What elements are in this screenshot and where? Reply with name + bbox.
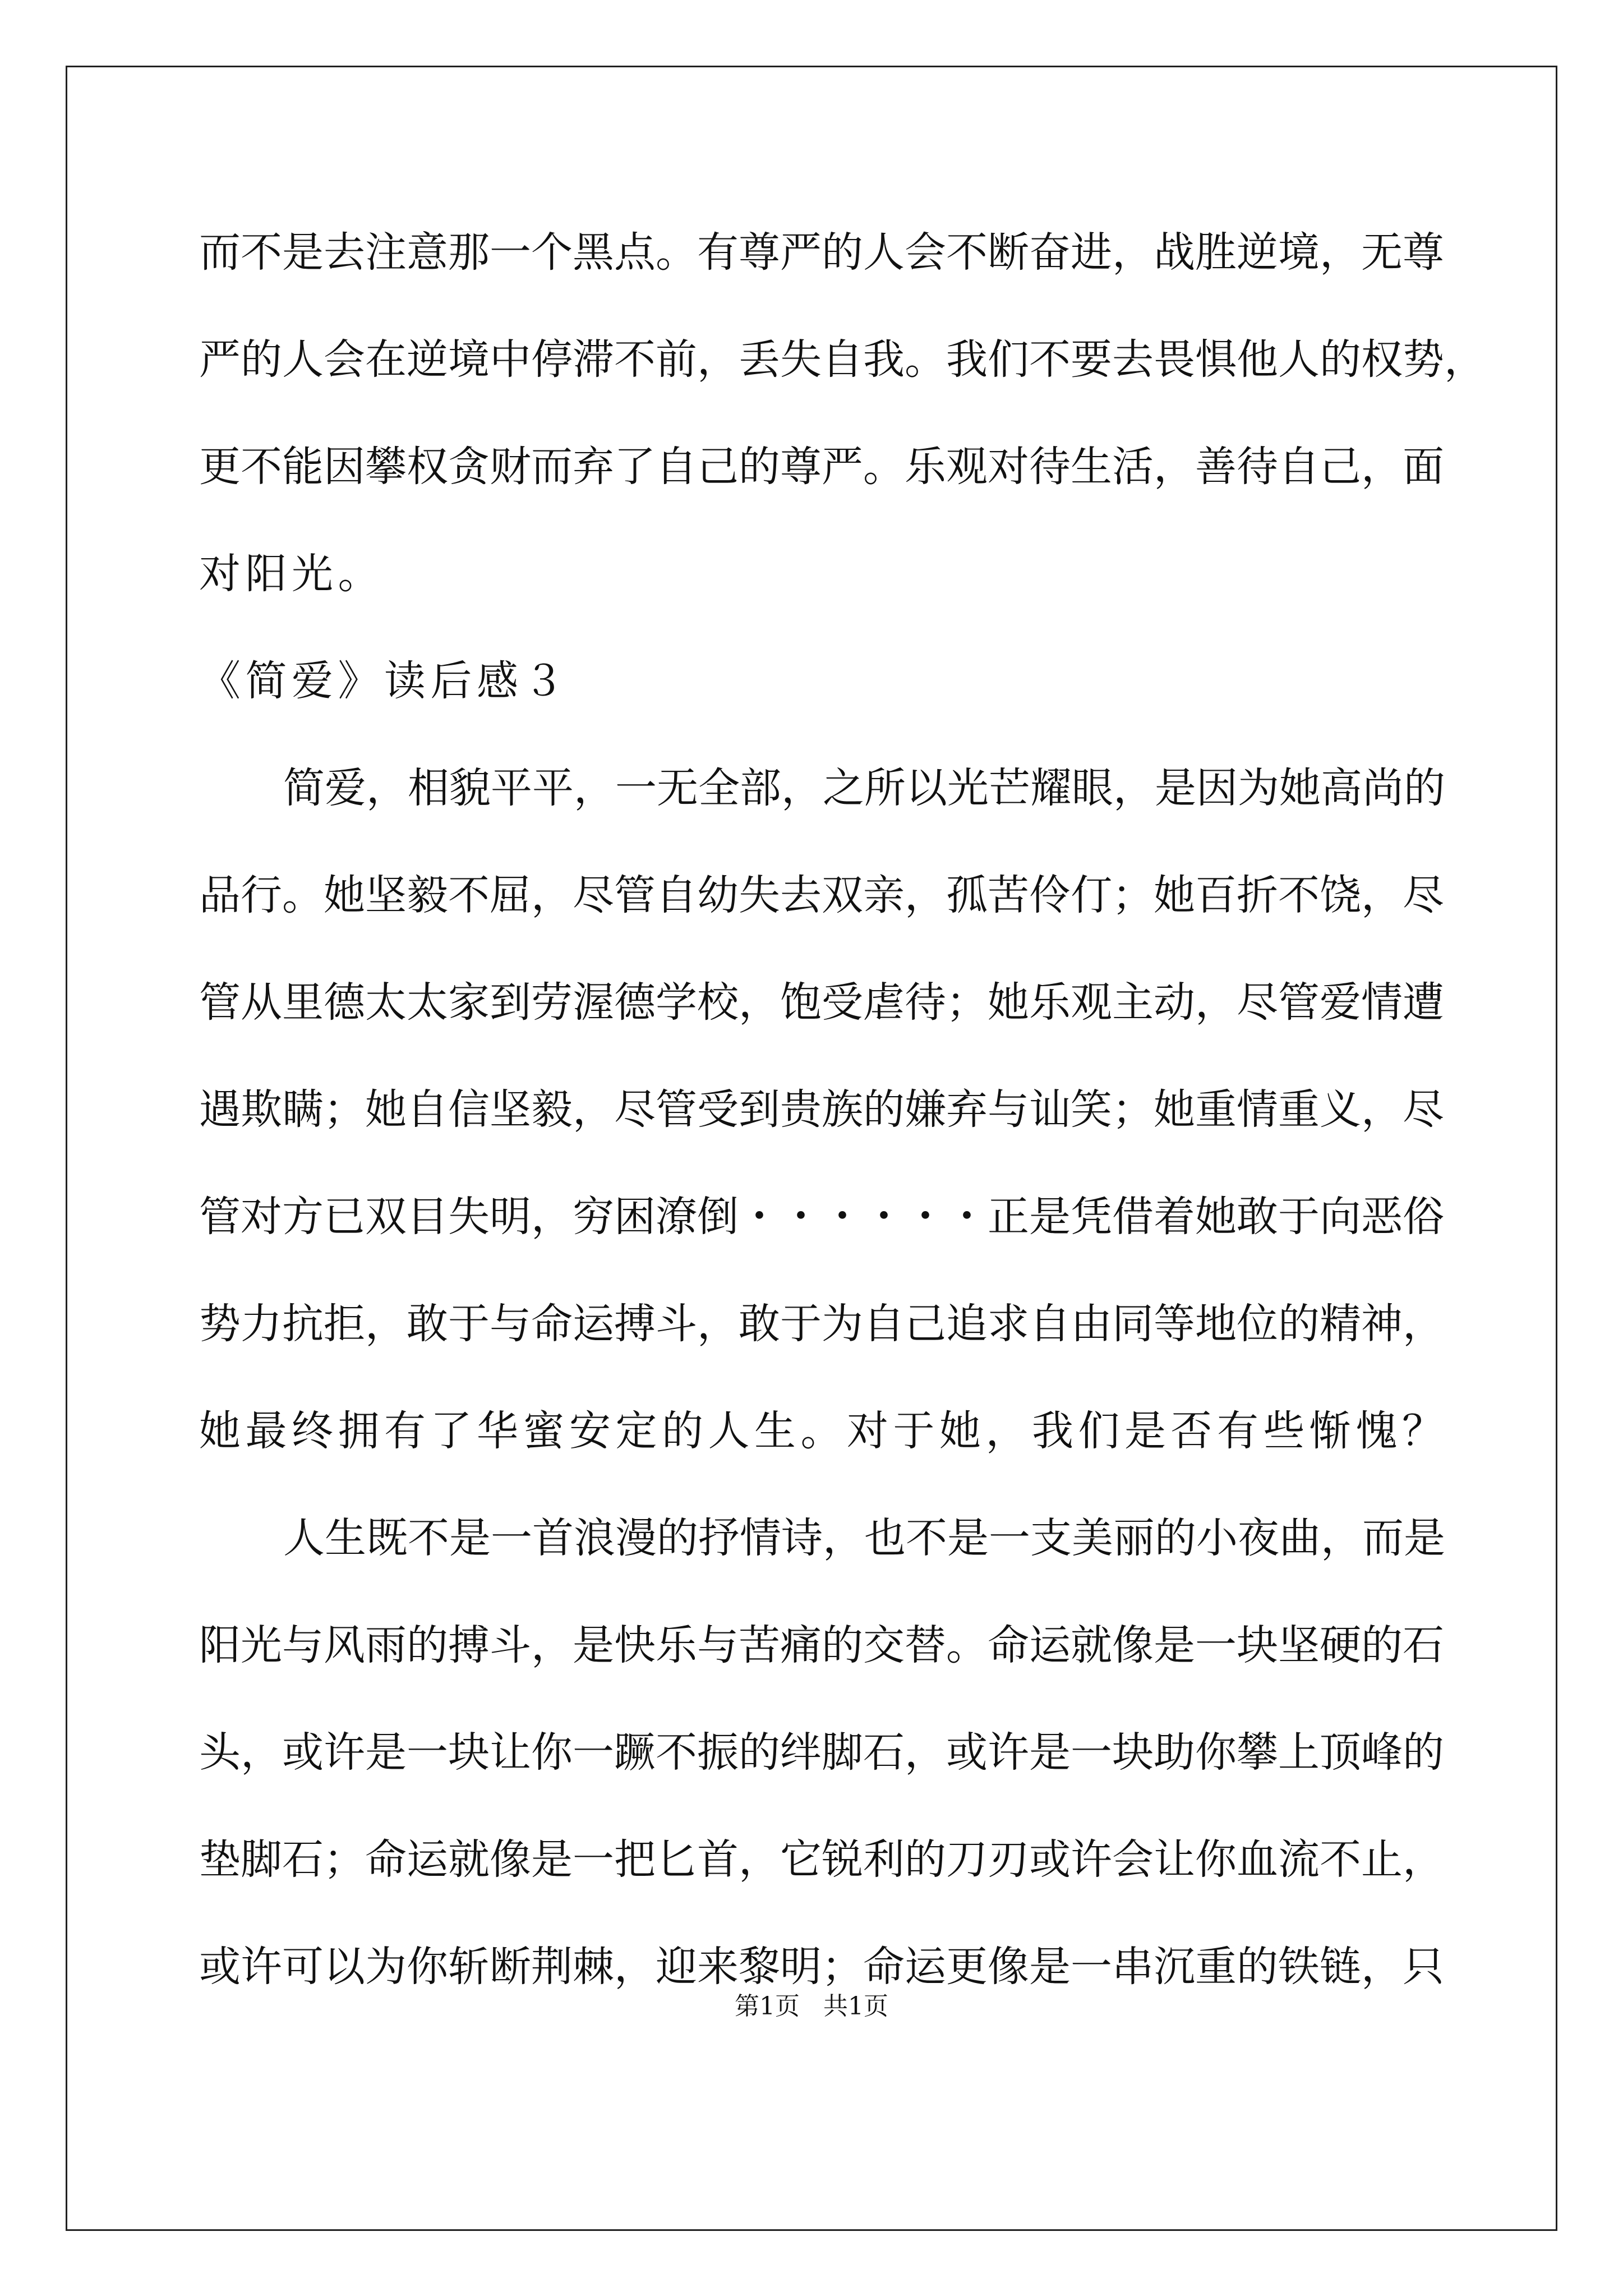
text-line: 阳光与风雨的搏斗，是快乐与苦痛的交替。命运就像是一块坚硬的石: [199, 1621, 1444, 1669]
text-line: 简爱，相貌平平，一无全部，之所以光芒耀眼，是因为她高尚的: [283, 764, 1445, 812]
text-line: 垫脚石；命运就像是一把匕首，它锐利的刀刃或许会让你血流不止，: [199, 1835, 1444, 1884]
text-line: 头，或许是一块让你一蹶不振的绊脚石，或许是一块助你攀上顶峰的: [199, 1728, 1444, 1777]
text-line: 而不是去注意那一个黑点。有尊严的人会不断奋进，战胜逆境，无尊: [199, 228, 1444, 277]
text-line: 管对方已双目失明，穷困潦倒・・・・・・正是凭借着她敢于向恶俗: [199, 1193, 1444, 1241]
text-line: 她最终拥有了华蜜安定的人生。对于她，我们是否有些惭愧？: [199, 1407, 1449, 1455]
text-line: 管从里德太太家到劳渥德学校，饱受虐待；她乐观主动，尽管爱情遭: [199, 978, 1444, 1027]
text-line: 对阳光。: [199, 550, 384, 598]
text-line: 势力抗拒，敢于与命运搏斗，敢于为自己追求自由同等地位的精神，: [199, 1300, 1444, 1348]
text-line: 严的人会在逆境中停滞不前，丢失自我。我们不要去畏惧他人的权势，: [199, 335, 1486, 384]
text-line: 或许可以为你斩断荆棘，迎来黎明；命运更像是一串沉重的铁链，只: [199, 1943, 1444, 1991]
document-body: [199, 210, 1486, 2032]
text-line: 品行。她坚毅不屈，尽管自幼失去双亲，孤苦伶仃；她百折不饶，尽: [199, 871, 1444, 919]
text-line: 更不能因攀权贪财而弃了自己的尊严。乐观对待生活，善待自己，面: [199, 443, 1444, 491]
page-footer: 第1页 共1页: [735, 1992, 888, 2021]
text-line: 遇欺瞒；她自信坚毅，尽管受到贵族的嫌弃与讪笑；她重情重义，尽: [199, 1085, 1444, 1134]
section-heading: 《简爱》读后感３: [199, 657, 569, 705]
text-line: 人生既不是一首浪漫的抒情诗，也不是一支美丽的小夜曲，而是: [283, 1514, 1445, 1562]
